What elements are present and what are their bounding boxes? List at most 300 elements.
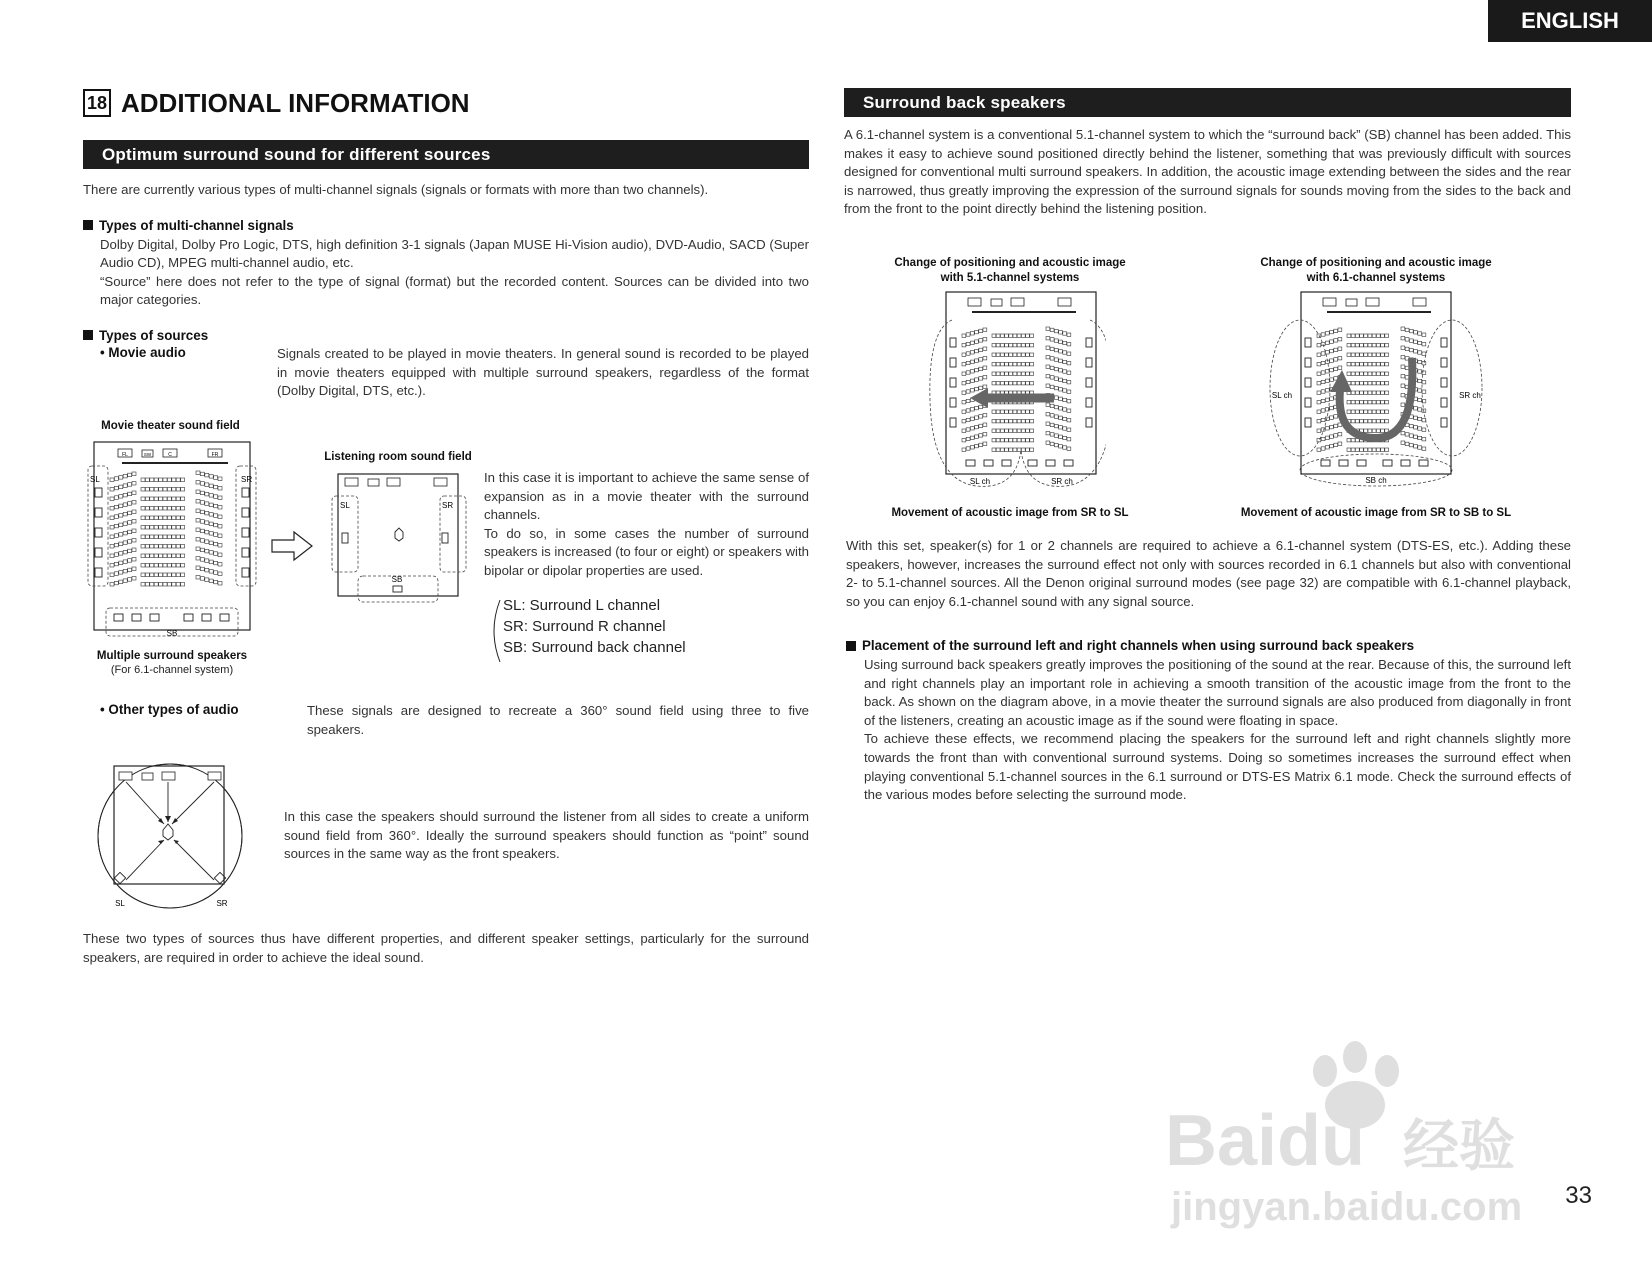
seat	[1372, 363, 1376, 366]
seat	[1054, 443, 1058, 446]
seat	[196, 519, 200, 523]
seat	[1005, 344, 1009, 347]
seat	[167, 497, 171, 501]
seat	[132, 501, 136, 505]
seat	[1050, 366, 1054, 369]
seat	[1063, 446, 1067, 449]
seat	[962, 391, 966, 394]
seat	[163, 516, 167, 520]
seat	[1381, 429, 1385, 432]
seat	[962, 410, 966, 413]
seat	[181, 497, 185, 501]
seat	[1067, 390, 1071, 393]
seat	[1368, 382, 1372, 385]
seat	[132, 529, 136, 533]
seat	[200, 577, 204, 581]
seat	[167, 583, 171, 587]
seat	[196, 500, 200, 504]
seat	[1005, 420, 1009, 423]
seat	[979, 386, 983, 389]
fig51-title-line2: with 5.1-channel systems	[940, 272, 1080, 284]
seat	[159, 516, 163, 520]
seat	[1334, 367, 1338, 370]
seat	[1347, 334, 1351, 337]
surround-back-intro: A 6.1-channel system is a conventional 5.1-channel system to which the “surround back” (SB) channel has been added. This makes it easy to achieve sound positioned directly behind the listener, something that was previously difficult with sources designed for conventional multi surround speakers. In addition, the acoustic image extending between the sides and the rear is narrowed, thus greatly improving the expression of the surround signals for sounds moving from the sides to the back and from the front to the point directly behind the listening position.	[844, 127, 1571, 217]
seat	[114, 581, 118, 585]
seat	[119, 514, 123, 518]
section-title: Surround back speakers	[863, 92, 1066, 112]
seat	[150, 554, 154, 558]
seat	[159, 478, 163, 482]
seat	[1321, 399, 1325, 402]
seat	[966, 333, 970, 336]
seat	[1376, 353, 1380, 356]
seat	[167, 573, 171, 577]
seat	[983, 366, 987, 369]
seat	[150, 573, 154, 577]
seat	[966, 447, 970, 450]
seat	[1030, 334, 1034, 337]
circle-sl-label: SL	[115, 899, 125, 908]
square-bullet-icon	[846, 641, 856, 651]
seat	[1325, 341, 1329, 344]
seat	[1325, 436, 1329, 439]
seat	[1360, 448, 1364, 451]
seat	[996, 410, 1000, 413]
seat	[163, 545, 167, 549]
seat	[114, 477, 118, 481]
seat	[983, 357, 987, 360]
seat	[1401, 403, 1405, 406]
seat	[159, 583, 163, 587]
seat	[1347, 401, 1351, 404]
seat	[1321, 409, 1325, 412]
seat	[1351, 439, 1355, 442]
seat	[172, 554, 176, 558]
seat	[196, 481, 200, 485]
seat	[1059, 407, 1063, 410]
seat	[159, 545, 163, 549]
seat	[209, 522, 213, 526]
other-audio-text: These signals are designed to recreate a 360° sound field using three to five speakers.	[307, 703, 809, 737]
seat	[114, 572, 118, 576]
seat	[132, 567, 136, 571]
seat	[1347, 448, 1351, 451]
seat	[979, 329, 983, 332]
seat	[1372, 391, 1376, 394]
seat	[150, 535, 154, 539]
seat	[1050, 338, 1054, 341]
seat	[154, 545, 158, 549]
seat	[1385, 391, 1389, 394]
seat	[1026, 448, 1030, 451]
seat	[1059, 378, 1063, 381]
seat	[1364, 410, 1368, 413]
seat	[1046, 356, 1050, 359]
seat	[966, 361, 970, 364]
seat	[979, 377, 983, 380]
seat	[181, 526, 185, 530]
sound-360-diagram	[96, 758, 246, 918]
seat	[159, 507, 163, 511]
seat	[123, 493, 127, 497]
seat	[119, 485, 123, 489]
seat	[1376, 410, 1380, 413]
seat	[1368, 401, 1372, 404]
legend-bracket-icon	[488, 598, 502, 664]
seat	[1381, 401, 1385, 404]
seat	[119, 552, 123, 556]
seat	[200, 539, 204, 543]
seat	[1360, 382, 1364, 385]
seat	[1360, 420, 1364, 423]
seat	[1005, 410, 1009, 413]
seat	[1063, 398, 1067, 401]
seat	[205, 549, 209, 553]
seat	[970, 427, 974, 430]
seat	[163, 535, 167, 539]
seat	[1368, 448, 1372, 451]
seat	[1401, 365, 1405, 368]
seat	[1030, 372, 1034, 375]
seat	[1385, 372, 1389, 375]
seat	[128, 578, 132, 582]
seat	[209, 513, 213, 517]
seat	[1059, 445, 1063, 448]
seat	[1409, 434, 1413, 437]
seat	[141, 554, 145, 558]
seat	[1409, 348, 1413, 351]
seat	[154, 526, 158, 530]
seat	[1017, 382, 1021, 385]
seat	[1050, 357, 1054, 360]
seat	[1338, 442, 1342, 445]
seat	[145, 545, 149, 549]
seat	[983, 347, 987, 350]
seat	[145, 497, 149, 501]
sl-label: SL	[90, 475, 100, 484]
seat	[1013, 410, 1017, 413]
seat	[1355, 353, 1359, 356]
listening-room-diagram	[330, 466, 468, 604]
seat	[979, 339, 983, 342]
seat	[214, 514, 218, 518]
seat	[1330, 340, 1334, 343]
seat	[1347, 353, 1351, 356]
seat	[1351, 344, 1355, 347]
seat	[132, 577, 136, 581]
seat	[1372, 353, 1376, 356]
seat	[1000, 334, 1004, 337]
seat	[145, 488, 149, 492]
seat	[1376, 344, 1380, 347]
seat	[1030, 420, 1034, 423]
placement-paragraph-2: To achieve these effects, we recommend placing the speakers for the surround left and right channels slightly more towards the front than with conventional surround systems. Doing so sometimes increases the surround effect when playing conventional 5.1-channel sources in the 6.1 surround or DTS-ES Matrix 6.1 mode. Check the surround effects of the various modes before selecting the surround mode.	[864, 731, 1571, 803]
seat	[1026, 372, 1030, 375]
seat	[1017, 429, 1021, 432]
seat	[172, 526, 176, 530]
seat	[1351, 363, 1355, 366]
types-sources-heading	[83, 328, 809, 343]
fig51-title-line1: Change of positioning and acoustic image	[894, 257, 1126, 269]
seat	[992, 344, 996, 347]
seat	[1321, 371, 1325, 374]
seat	[1009, 363, 1013, 366]
seat	[141, 497, 145, 501]
seat	[1317, 344, 1321, 347]
seat	[209, 494, 213, 498]
seat	[1054, 424, 1058, 427]
seat	[1063, 436, 1067, 439]
seat	[1355, 372, 1359, 375]
seat	[966, 342, 970, 345]
seat	[1317, 372, 1321, 375]
seat	[181, 516, 185, 520]
seat	[983, 414, 987, 417]
seat	[996, 429, 1000, 432]
seat	[1364, 391, 1368, 394]
seat	[979, 415, 983, 418]
seat	[1381, 363, 1385, 366]
seat	[123, 579, 127, 583]
seat	[1385, 448, 1389, 451]
seat	[159, 535, 163, 539]
page-number: 33	[1565, 1182, 1592, 1209]
sb-label: SB	[166, 629, 178, 638]
seat	[1026, 344, 1030, 347]
seat	[975, 378, 979, 381]
seat	[1360, 363, 1364, 366]
seat	[1360, 410, 1364, 413]
source-definition: “Source” here does not refer to the type of signal (format) but the recorded content. Sources can be divided into two major categories.	[100, 273, 809, 308]
seat	[983, 376, 987, 379]
seat	[1381, 391, 1385, 394]
seat	[167, 507, 171, 511]
seat	[181, 535, 185, 539]
seat	[1013, 353, 1017, 356]
baidu-watermark	[1165, 1035, 1565, 1235]
seat	[123, 522, 127, 526]
seat	[145, 554, 149, 558]
seat	[1418, 417, 1422, 420]
fig61-title-line2: with 6.1-channel systems	[1306, 272, 1446, 284]
seat	[181, 583, 185, 587]
seat	[154, 583, 158, 587]
seat	[1009, 344, 1013, 347]
placement-heading	[846, 638, 1571, 653]
seat	[128, 483, 132, 487]
seat	[1401, 375, 1405, 378]
seat	[1059, 369, 1063, 372]
seat	[176, 516, 180, 520]
seat	[196, 471, 200, 475]
seat	[1422, 352, 1426, 355]
seat	[176, 478, 180, 482]
seat	[163, 488, 167, 492]
seat	[172, 516, 176, 520]
seat	[209, 570, 213, 574]
seat	[1364, 420, 1368, 423]
seat	[996, 439, 1000, 442]
seat	[145, 526, 149, 530]
seat	[1334, 329, 1338, 332]
seat	[966, 409, 970, 412]
seat	[181, 478, 185, 482]
seat	[209, 475, 213, 479]
seat	[172, 564, 176, 568]
seat	[1009, 372, 1013, 375]
watermark-brand: Baidu	[1165, 1101, 1366, 1181]
seat	[1046, 327, 1050, 330]
seat	[1063, 341, 1067, 344]
seat	[1063, 389, 1067, 392]
seat	[1317, 448, 1321, 451]
seat	[200, 548, 204, 552]
seat	[218, 582, 222, 586]
seat	[1054, 396, 1058, 399]
seat	[996, 363, 1000, 366]
seat	[1321, 361, 1325, 364]
seat	[1355, 334, 1359, 337]
seat	[159, 564, 163, 568]
seat	[128, 549, 132, 553]
channel-legend	[503, 595, 686, 658]
room-sb-label: SB	[391, 575, 403, 584]
seat	[1372, 344, 1376, 347]
seat	[1321, 380, 1325, 383]
seat	[1026, 439, 1030, 442]
seat	[214, 504, 218, 508]
seat	[1330, 359, 1334, 362]
seat	[1000, 420, 1004, 423]
seat	[1418, 332, 1422, 335]
seat	[132, 472, 136, 476]
seat	[1422, 343, 1426, 346]
seat	[996, 353, 1000, 356]
seat	[970, 379, 974, 382]
seat	[992, 334, 996, 337]
sw-label: SW	[143, 452, 152, 457]
seat	[1026, 382, 1030, 385]
seat	[1364, 448, 1368, 451]
seat	[979, 348, 983, 351]
seat	[1054, 367, 1058, 370]
seat	[1355, 448, 1359, 451]
seat	[176, 488, 180, 492]
seat	[196, 528, 200, 532]
seat	[1414, 340, 1418, 343]
seat	[992, 439, 996, 442]
seat	[1401, 327, 1405, 330]
seat	[1422, 438, 1426, 441]
seat	[1372, 334, 1376, 337]
other-audio-item	[83, 702, 809, 739]
seat	[1005, 363, 1009, 366]
seat	[1059, 350, 1063, 353]
seat	[1321, 418, 1325, 421]
seat	[1422, 390, 1426, 393]
seat	[114, 496, 118, 500]
seat	[141, 516, 145, 520]
seat	[163, 497, 167, 501]
seat	[1330, 435, 1334, 438]
seat	[154, 554, 158, 558]
seat	[1418, 427, 1422, 430]
seat	[979, 405, 983, 408]
seat	[172, 507, 176, 511]
seat	[1063, 379, 1067, 382]
seat	[209, 541, 213, 545]
seat	[1376, 334, 1380, 337]
seat	[1021, 382, 1025, 385]
seat	[209, 532, 213, 536]
seat	[145, 507, 149, 511]
seat	[1054, 377, 1058, 380]
seat	[1009, 420, 1013, 423]
seat	[150, 564, 154, 568]
seat	[970, 370, 974, 373]
fig61-diagram	[1264, 290, 1490, 490]
seat	[983, 442, 987, 445]
seat	[1050, 385, 1054, 388]
seat	[1422, 447, 1426, 450]
seat	[154, 497, 158, 501]
seat	[1385, 363, 1389, 366]
seat	[1054, 329, 1058, 332]
seat	[1005, 439, 1009, 442]
seat	[167, 545, 171, 549]
seat	[132, 558, 136, 562]
seat	[110, 573, 114, 577]
seat	[1364, 401, 1368, 404]
seat	[110, 545, 114, 549]
seat	[150, 507, 154, 511]
seat	[1054, 339, 1058, 342]
seat	[209, 560, 213, 564]
seat	[992, 410, 996, 413]
c-label: C	[168, 452, 172, 458]
seat	[119, 542, 123, 546]
seat	[209, 579, 213, 583]
seat	[1330, 330, 1334, 333]
seat	[172, 478, 176, 482]
seat	[205, 540, 209, 544]
seat	[1000, 372, 1004, 375]
seat	[128, 473, 132, 477]
seat	[1000, 382, 1004, 385]
seat	[1351, 382, 1355, 385]
seat	[1368, 372, 1372, 375]
seat	[992, 448, 996, 451]
seat	[214, 561, 218, 565]
seat	[1355, 401, 1359, 404]
seat	[1321, 352, 1325, 355]
seat	[970, 446, 974, 449]
seat	[1360, 334, 1364, 337]
seat	[145, 478, 149, 482]
left-column	[83, 86, 809, 401]
seat	[154, 516, 158, 520]
fig51-title	[870, 256, 1150, 286]
seat	[1017, 353, 1021, 356]
seat	[962, 363, 966, 366]
seat	[172, 573, 176, 577]
seat	[1414, 435, 1418, 438]
seat	[1368, 429, 1372, 432]
seat	[1338, 366, 1342, 369]
seat	[979, 424, 983, 427]
seat	[1330, 444, 1334, 447]
